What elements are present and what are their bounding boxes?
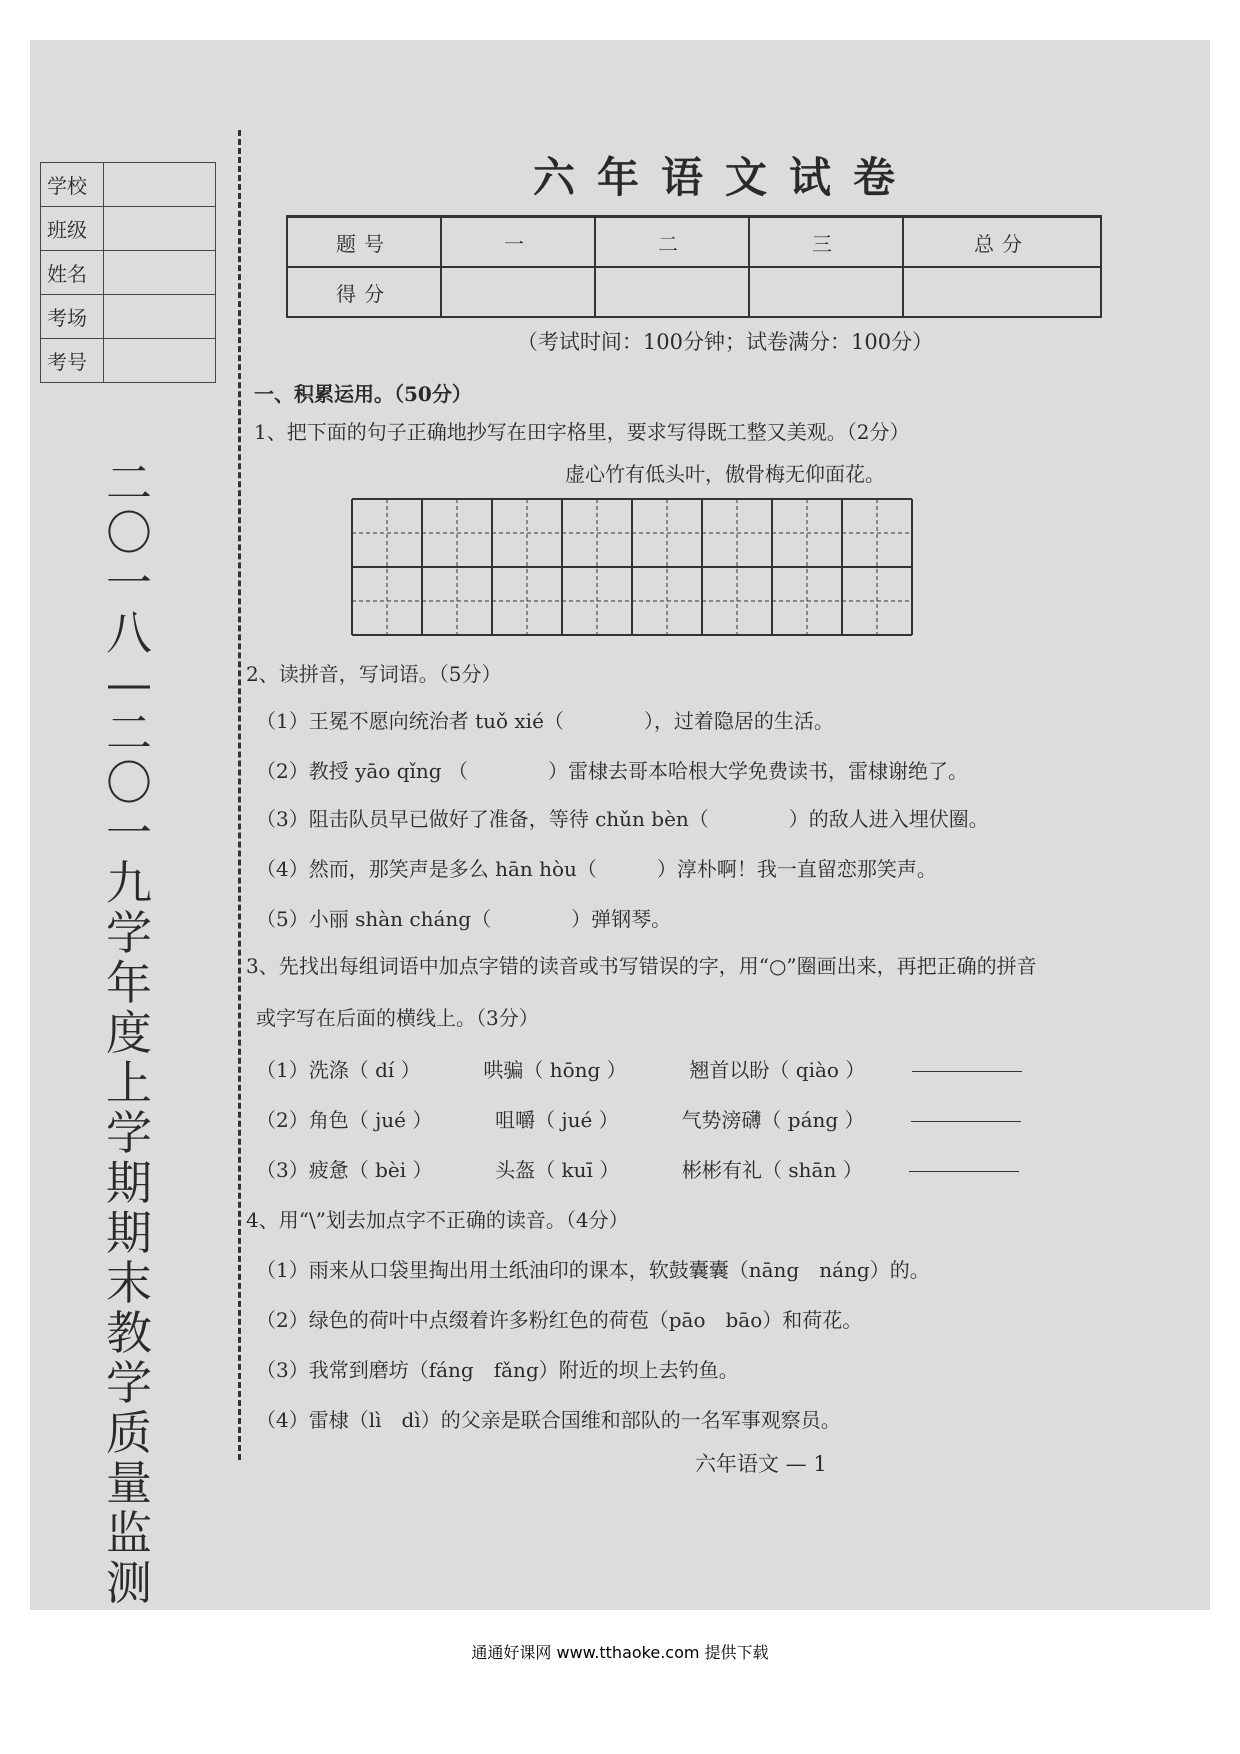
info-field-school (104, 163, 216, 207)
score-cell-2 (595, 267, 749, 317)
q3-r3-a: （3）疲惫（ bèi ） (256, 1158, 433, 1182)
answer-blank (912, 1071, 1022, 1072)
question-3-row-2 (256, 1104, 1021, 1133)
tianzige-grid-svg (350, 497, 916, 637)
q3-r2-b: 咀嚼（ jué ） (495, 1108, 619, 1132)
download-credit: 通通好课网 www.tthaoke.com 提供下载 (471, 1643, 769, 1662)
info-field-number (104, 339, 216, 383)
question-3-line-1: 3、先找出每组词语中加点字错的读音或书写错误的字，用“○”圈画出来，再把正确的拼音 (246, 954, 1037, 978)
question-2-item-4: （4）然而，那笑声是多么 hān hòu（ ）淳朴啊！我一直留恋那笑声。 (256, 857, 937, 881)
score-header-number: 题号 (287, 217, 441, 268)
tianzige-grid (350, 497, 916, 637)
score-header-3: 三 (749, 217, 903, 268)
question-3-row-1 (256, 1054, 1022, 1083)
question-4-item-1: （1）雨来从口袋里掏出用土纸油印的课本，软鼓囊囊（nāng náng）的。 (256, 1258, 930, 1282)
q3-r2-c: 气势滂礴（ páng ） (681, 1108, 865, 1132)
q3-r3-b: 头盔（ kuī ） (495, 1158, 620, 1182)
info-field-class (104, 207, 216, 251)
info-label-name: 姓名 (41, 251, 104, 295)
score-header-1: 一 (441, 217, 595, 268)
score-cell-3 (749, 267, 903, 317)
answer-blank (909, 1171, 1019, 1172)
question-3-row-3 (256, 1154, 1019, 1183)
score-header-2: 二 (595, 217, 749, 268)
question-3-line-2: 或字写在后面的横线上。（3分） (256, 1006, 539, 1030)
question-2: 2、读拼音，写词语。（5分） (246, 662, 502, 686)
binding-line (238, 130, 241, 1460)
info-field-room (104, 295, 216, 339)
question-4-item-3: （3）我常到磨坊（fáng fǎng）附近的坝上去钓鱼。 (256, 1358, 739, 1382)
info-label-class: 班级 (41, 207, 104, 251)
question-4: 4、用“\”划去加点字不正确的读音。（4分） (246, 1208, 629, 1232)
info-field-name (104, 251, 216, 295)
section-heading: 一、积累运用。（50分） (254, 382, 472, 406)
page-footer: 六年语文 — 1 (695, 1452, 827, 1476)
info-label-school: 学校 (41, 163, 104, 207)
score-cell-total (903, 267, 1101, 317)
score-header-total: 总分 (903, 217, 1101, 268)
info-label-room: 考场 (41, 295, 104, 339)
student-info-box (40, 162, 216, 383)
score-cell-1 (441, 267, 595, 317)
question-2-item-5: （5）小丽 shàn cháng（ ）弹钢琴。 (256, 907, 672, 931)
q3-r3-c: 彬彬有礼（ shān ） (682, 1158, 863, 1182)
question-4-item-4: （4）雷棣（lì dì）的父亲是联合国维和部队的一名军事观察员。 (256, 1408, 841, 1432)
question-4-item-2: （2）绿色的荷叶中点缀着许多粉红色的荷苞（pāo bāo）和荷花。 (256, 1308, 863, 1332)
question-2-item-2: （2）教授 yāo qǐng （ ）雷棣去哥本哈根大学免费读书，雷棣谢绝了。 (256, 759, 968, 783)
q3-r1-b: 哄骗（ hōng ） (483, 1058, 627, 1082)
score-row-label: 得分 (287, 267, 441, 317)
info-label-number: 考号 (41, 339, 104, 383)
question-1: 1、把下面的句子正确地抄写在田字格里，要求写得既工整又美观。（2分） (254, 420, 910, 444)
vertical-exam-title: 二〇一八—二〇一九学年度上学期期末教学质量监测 (106, 456, 152, 1610)
score-table (286, 215, 1102, 318)
page-title: 六年语文试卷 (532, 153, 917, 202)
question-1-sentence: 虚心竹有低头叶，傲骨梅无仰面花。 (565, 462, 885, 486)
q3-r2-a: （2）角色（ jué ） (256, 1108, 433, 1132)
q3-r1-c: 翘首以盼（ qiào ） (689, 1058, 866, 1082)
question-2-item-3: （3）阻击队员早已做好了准备，等待 chǔn bèn（ ）的敌人进入埋伏圈。 (256, 807, 989, 831)
q3-r1-a: （1）洗涤（ dí ） (256, 1058, 421, 1082)
exam-note: （考试时间：100分钟；试卷满分：100分） (516, 330, 934, 354)
answer-blank (911, 1121, 1021, 1122)
question-2-item-1: （1）王冕不愿向统治者 tuǒ xié（ ），过着隐居的生活。 (256, 709, 834, 733)
